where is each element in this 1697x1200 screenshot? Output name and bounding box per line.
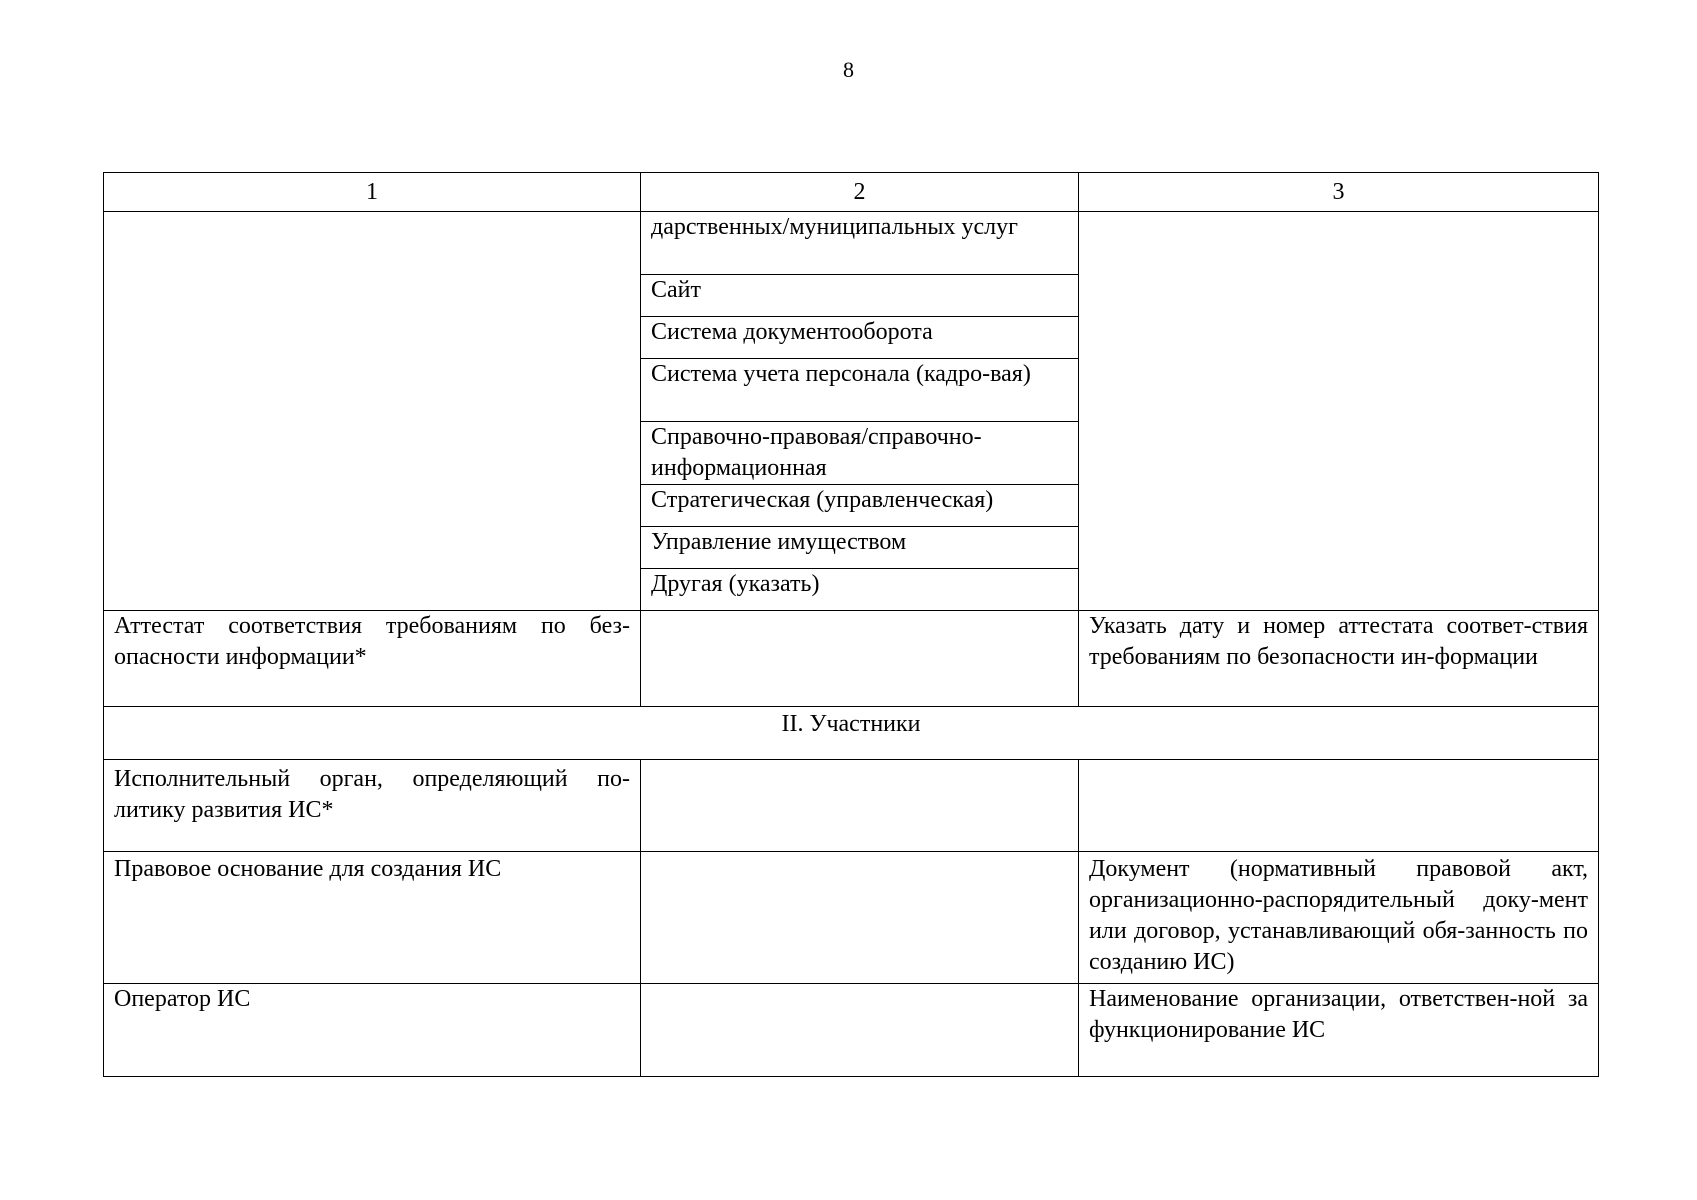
row-note-cell — [1079, 760, 1599, 852]
empty-cell — [1079, 212, 1599, 611]
row-label-cell: Аттестат соответствия требованиям по без-опасности информации* — [104, 611, 641, 707]
row-label-cell: Оператор ИС — [104, 984, 641, 1077]
page-number: 8 — [843, 57, 854, 82]
registry-table — [103, 172, 1599, 1077]
table-row — [104, 760, 1599, 852]
value-cell — [641, 852, 1079, 984]
list-item: дарственных/муниципальных услуг — [641, 212, 1078, 275]
table-row — [104, 984, 1599, 1077]
row-note-cell: Документ (нормативный правовой акт, организационно-распорядительный доку-мент или договор, устанавливающий обя-занность по созданию ИС) — [1079, 852, 1599, 984]
is-type-list — [641, 212, 1078, 610]
list-item: Сайт — [641, 275, 1078, 317]
table-row-continued-list — [104, 212, 1599, 611]
empty-cell — [104, 212, 641, 611]
row-note-cell: Наименование организации, ответствен-ной за функционирование ИС — [1079, 984, 1599, 1077]
value-cell — [641, 984, 1079, 1077]
column-number-1: 1 — [104, 173, 641, 212]
list-item: Управление имуществом — [641, 527, 1078, 569]
row-label-cell: Правовое основание для создания ИС — [104, 852, 641, 984]
table-row — [104, 611, 1599, 707]
table-row — [104, 852, 1599, 984]
column-number-2: 2 — [641, 173, 1079, 212]
list-item: Справочно-правовая/справочно-информационная — [641, 422, 1078, 485]
row-note-cell: Указать дату и номер аттестата соответ-ствия требованиям по безопасности ин-формации — [1079, 611, 1599, 707]
column-number-3: 3 — [1079, 173, 1599, 212]
list-item: Система документооборота — [641, 317, 1078, 359]
list-item: Другая (указать) — [651, 571, 820, 597]
list-item: Стратегическая (управленческая) — [641, 485, 1078, 527]
value-cell — [641, 611, 1079, 707]
value-cell — [641, 760, 1079, 852]
list-item: Система учета персонала (кадро-вая) — [641, 359, 1078, 422]
is-type-list-cell — [641, 212, 1079, 611]
section-row — [104, 707, 1599, 760]
section-title: II. Участники — [104, 707, 1599, 760]
row-label-cell: Исполнительный орган, определяющий по-литику развития ИС* — [104, 760, 641, 852]
table-header-row — [104, 173, 1599, 212]
